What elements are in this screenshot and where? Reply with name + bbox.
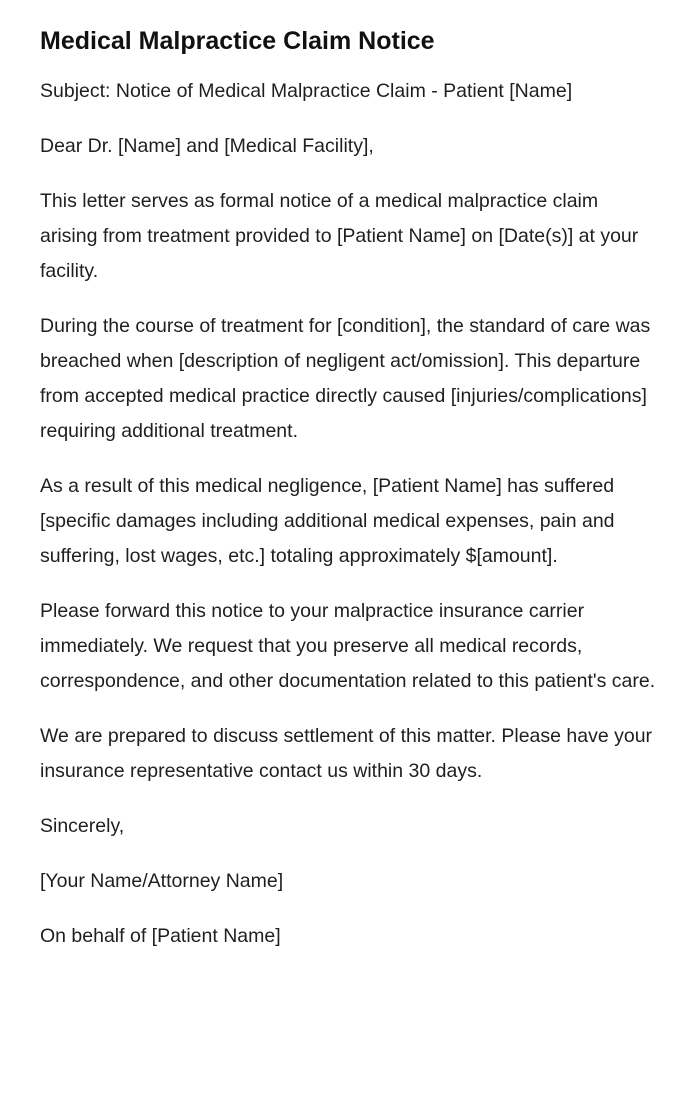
body-paragraph-breach: During the course of treatment for [condition], the standard of care was breached when [description of negligent act/omission]. This departure from accepted medical practice directly caused [injuries/complications] requiring additional treatment.	[40, 315, 651, 442]
on-behalf-line: On behalf of [Patient Name]	[40, 925, 281, 947]
page-title: Medical Malpractice Claim Notice	[40, 27, 435, 55]
closing: Sincerely,	[40, 815, 125, 837]
body-paragraph-damages: As a result of this medical negligence, [Patient Name] has suffered [specific damages including additional medical expenses, pain and suffering, lost wages, etc.] totaling approximately $[amount].	[40, 475, 615, 567]
subject-line: Subject: Notice of Medical Malpractice Claim - Patient [Name]	[40, 80, 573, 102]
salutation: Dear Dr. [Name] and [Medical Facility],	[40, 135, 374, 157]
signature-name: [Your Name/Attorney Name]	[40, 870, 284, 892]
body-paragraph-notice: This letter serves as formal notice of a medical malpractice claim arising from treatment provided to [Patient Name] on [Date(s)] at your facility.	[40, 190, 639, 282]
body-paragraph-settlement: We are prepared to discuss settlement of this matter. Please have your insurance representative contact us within 30 days.	[40, 725, 653, 782]
body-paragraph-insurance: Please forward this notice to your malpractice insurance carrier immediately. We request that you preserve all medical records, correspondence, and other documentation related to this patient's care.	[40, 600, 656, 692]
